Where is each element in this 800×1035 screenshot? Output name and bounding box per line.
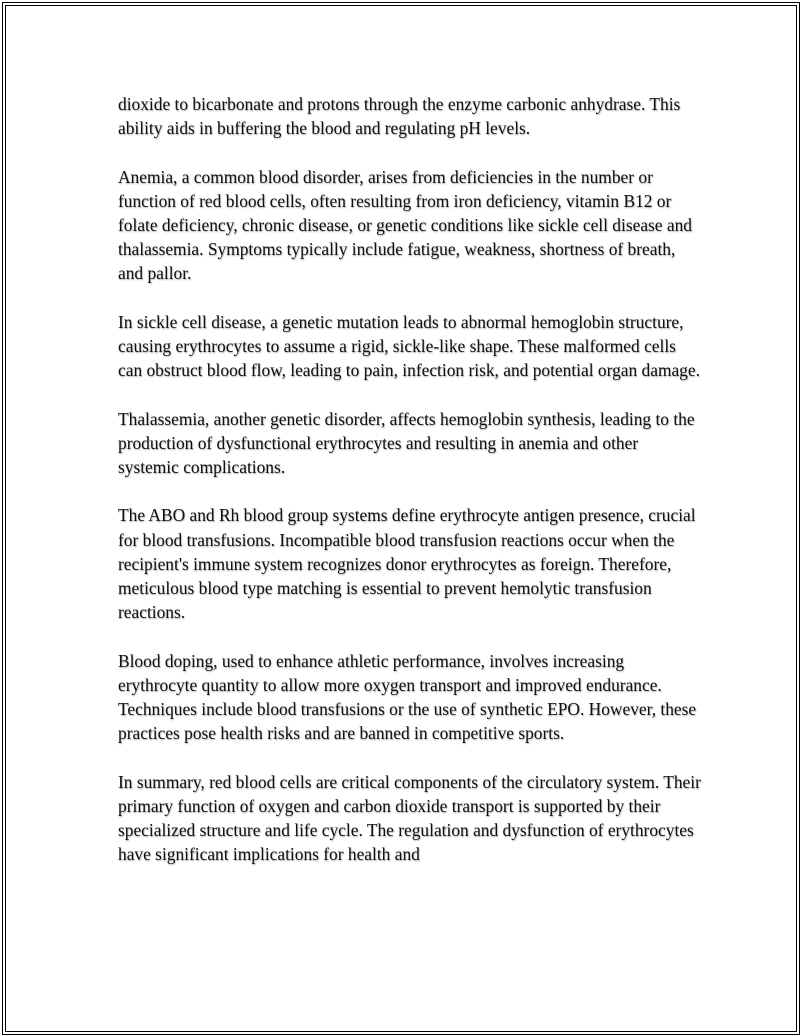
paragraph-anemia: Anemia, a common blood disorder, arises from deficiencies in the number or function of red blood cells, often resulting from iron deficiency, vitamin B12 or folate deficiency, chronic disease, or genetic conditions like sickle cell disease and thalassemia. Symptoms typically include fatigue, weakness, shortness of breath, and pallor. [118, 166, 692, 284]
paragraph-blood-doping: Blood doping, used to enhance athletic performance, involves increasing erythrocyte quantity to allow more oxygen transport and improved endurance. Techniques include blood transfusions or the use of synthetic EPO. However, these practices pose health risks and are banned in competitive sports. [118, 650, 697, 744]
paragraph-thalassemia: Thalassemia, another genetic disorder, affects hemoglobin synthesis, leading to the production of dysfunctional erythrocytes and resulting in anemia and other systemic complications. [118, 408, 695, 477]
paragraph-blood-groups: The ABO and Rh blood group systems define erythrocyte antigen presence, crucial for blood transfusions. Incompatible blood transfusion reactions occur when the recipient's immune system recognizes donor erythrocytes as foreign. Therefore, meticulous blood type matching is essential to prevent hemolytic transfusion reactions. [118, 505, 696, 623]
paragraph-carbonic-anhydrase: dioxide to bicarbonate and protons through the enzyme carbonic anhydrase. This ability aids in buffering the blood and regulating pH levels. [118, 94, 681, 139]
document-body [118, 92, 703, 891]
paragraph-sickle-cell: In sickle cell disease, a genetic mutation leads to abnormal hemoglobin structure, causing erythrocytes to assume a rigid, sickle-like shape. These malformed cells can obstruct blood flow, leading to pain, infection risk, and potential organ damage. [118, 311, 700, 381]
paragraph-summary: In summary, red blood cells are critical components of the circulatory system. Their primary function of oxygen and carbon dioxide transport is supported by their specialized structure and life cycle. The regulation and dysfunction of erythrocytes have significant implications for health and [118, 771, 701, 865]
